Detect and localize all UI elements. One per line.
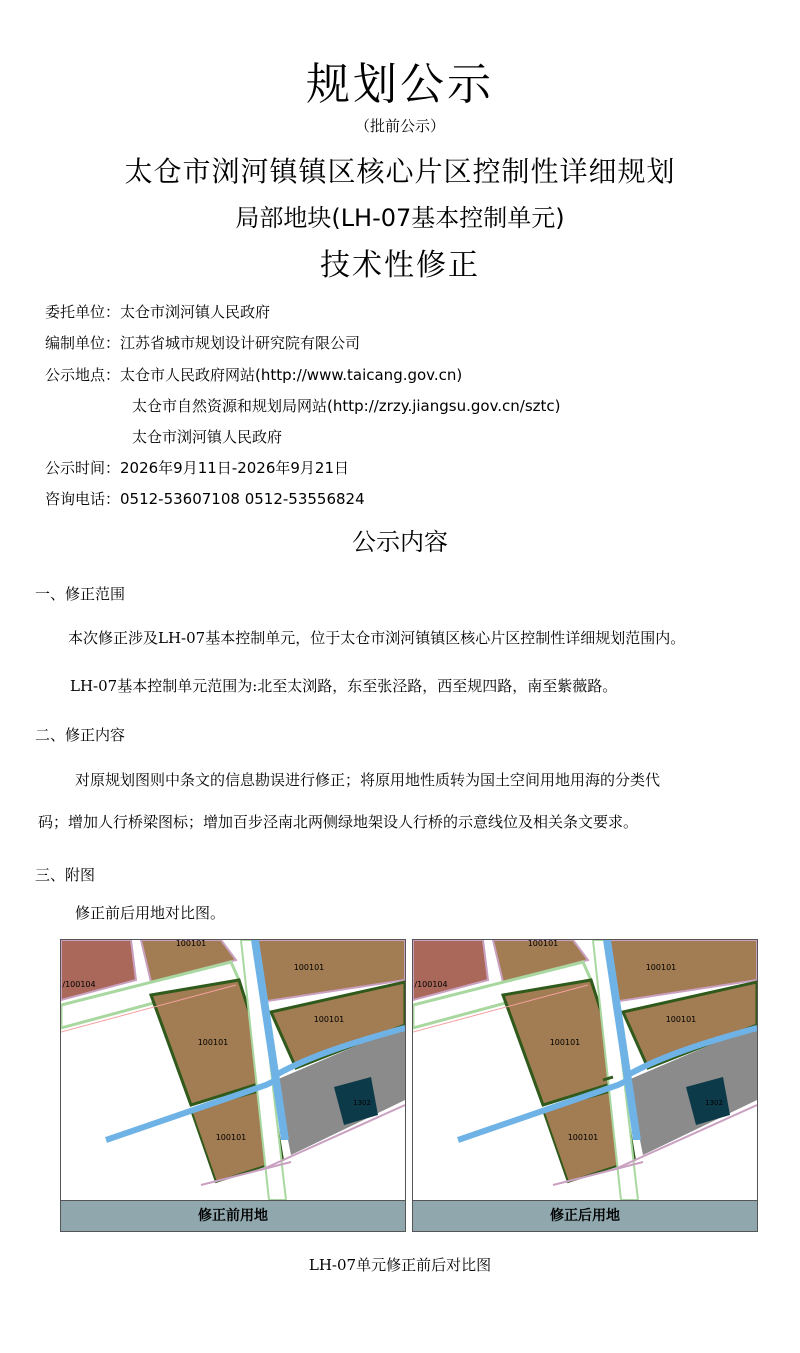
heading-line-1: 太仓市浏河镇镇区核心片区控制性详细规划 xyxy=(124,155,676,188)
map-after-code-7: 1302 xyxy=(705,1099,723,1107)
heading-line-2: 局部地块(LH-07基本控制单元) xyxy=(235,204,565,232)
map-before-code-1: 100101 xyxy=(175,940,207,948)
section-3-title: 三、附图 xyxy=(35,866,96,884)
info-time: 公示时间：2026年9月11日-2026年9月21日 xyxy=(45,459,350,477)
heading-line-3: 技术性修正 xyxy=(320,248,480,283)
map-before xyxy=(60,939,406,1232)
map-before-code-3: 100101 xyxy=(313,1015,345,1024)
map-after-drawing xyxy=(413,940,757,1200)
map-after-code-5: 100101 xyxy=(567,1133,599,1142)
map-before-code-4: 100101 xyxy=(197,1038,229,1047)
info-location-1: 公示地点：太仓市人民政府网站(http://www.taicang.gov.cn) xyxy=(45,366,463,384)
map-before-code-5: 100101 xyxy=(215,1133,247,1142)
content-title: 公示内容 xyxy=(352,528,448,556)
map-before-code-2: 100101 xyxy=(293,963,325,972)
info-editor: 编制单位：江苏省城市规划设计研究院有限公司 xyxy=(45,334,361,352)
info-client: 委托单位：太仓市浏河镇人民政府 xyxy=(45,303,271,321)
map-before-code-6: /100104 xyxy=(62,980,96,989)
map-before-code-7: 1302 xyxy=(353,1099,371,1107)
map-before-drawing xyxy=(61,940,405,1200)
map-after-code-2: 100101 xyxy=(645,963,677,972)
map-after-label: 修正后用地 xyxy=(413,1200,757,1231)
info-location-3: 太仓市浏河镇人民政府 xyxy=(132,428,283,446)
figure-caption: LH-07单元修正前后对比图 xyxy=(308,1256,492,1274)
info-phone: 咨询电话：0512-53607108 0512-53556824 xyxy=(45,490,365,508)
map-after-code-6: /100104 xyxy=(414,980,448,989)
section-3-paragraph: 修正前后用地对比图。 xyxy=(75,904,226,922)
map-after-code-3: 100101 xyxy=(665,1015,697,1024)
sub-note: （批前公示） xyxy=(354,117,445,135)
info-location-2: 太仓市自然资源和规划局网站(http://zrzy.jiangsu.gov.cn/sztc) xyxy=(132,397,561,415)
section-1-paragraph-2: LH-07基本控制单元范围为:北至太浏路，东至张泾路，西至规四路，南至紫薇路。 xyxy=(70,677,618,695)
map-after xyxy=(412,939,758,1232)
section-2-paragraph-line-2: 码；增加人行桥梁图标；增加百步泾南北两侧绿地架设人行桥的示意线位及相关条文要求。 xyxy=(38,813,639,831)
section-1-paragraph-1: 本次修正涉及LH-07基本控制单元，位于太仓市浏河镇镇区核心片区控制性详细规划范围内。 xyxy=(68,629,686,647)
page-title: 规划公示 xyxy=(306,59,494,110)
section-2-paragraph-line-1: 对原规划图则中条文的信息勘误进行修正；将原用地性质转为国土空间用地用海的分类代 xyxy=(75,771,661,789)
map-after-code-1: 100101 xyxy=(527,940,559,948)
section-2-title: 二、修正内容 xyxy=(35,726,126,744)
section-1-title: 一、修正范围 xyxy=(35,585,126,603)
map-after-code-4: 100101 xyxy=(549,1038,581,1047)
map-before-label: 修正前用地 xyxy=(61,1200,405,1231)
